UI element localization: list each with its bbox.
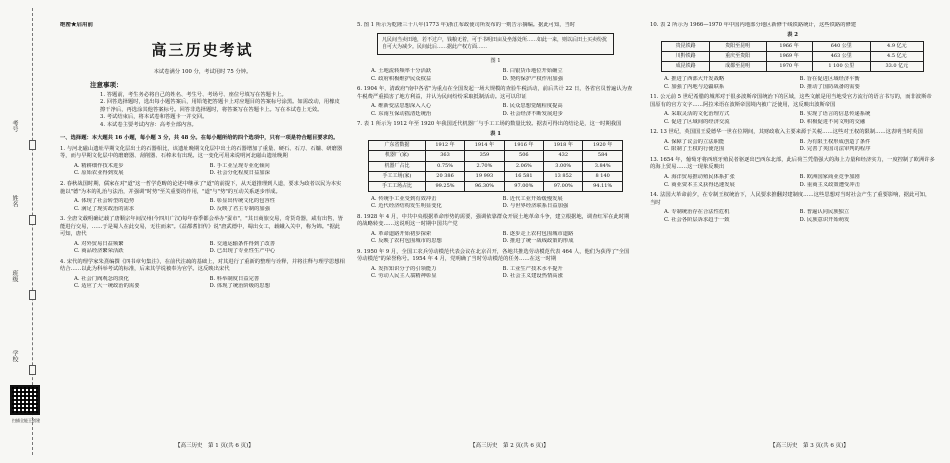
option[interactable]: D. 体现了统治阶级的思想 xyxy=(209,283,270,290)
option[interactable]: D. 已出现了专业性生产中心 xyxy=(209,248,276,255)
table-cell: 8 140 xyxy=(583,171,622,181)
option[interactable]: B. 民众思想觉醒程度提高 xyxy=(502,103,563,110)
table-header-cell: 1916 年 xyxy=(504,141,543,151)
table-2 xyxy=(661,41,923,72)
table-cell: 1970 年 xyxy=(766,62,812,72)
qr-caption: 扫描全能王创建 xyxy=(12,418,40,423)
table-cell: 2.70% xyxy=(465,161,504,171)
option[interactable]: D. 重商主义政策遭受冲击 xyxy=(799,181,860,188)
table-cell: 13 852 xyxy=(544,171,583,181)
option[interactable]: C. 商业资本主义获得迅速发展 xyxy=(664,181,735,188)
option[interactable]: B. 交通运输条件得到了改善 xyxy=(209,240,276,247)
table-cell: 重庆至贵阳 xyxy=(709,52,766,62)
secret-label: 绝密★启用前 xyxy=(60,22,94,28)
question-options xyxy=(650,139,935,154)
option[interactable]: B. 旨在促进区域经济平衡 xyxy=(799,76,860,83)
table-cell: 1966 年 xyxy=(766,42,812,52)
notice-list xyxy=(60,92,345,130)
question-options xyxy=(357,103,634,118)
question-stem: 3. 全唐文载明确记载了唐顺宗年间汉州(今四川广汉)每年春季都会举办"蚕市"，"其日商旅交易，奇货奇器，咸有出售，皆能进行交易，……于是蜀人在此交易，无往而来"。《益都耆旧传》说"唐武德中，蜀出女工，载蛾入关中，称为锦。"据此可知，唐代 xyxy=(60,216,344,238)
option[interactable]: B. 为有限王权形成创造了条件 xyxy=(799,138,871,145)
question-stem: 6. 1904 年，清政府"南中各省"为重点在全国发起一场大规模的查验牛税活动，前后共计 22 日，各省官员普遍认为查牛税费严重损害了地方利益，并认为民间纷纷采取抵制活动。这可以印证 xyxy=(357,86,633,100)
table-cell: 432 xyxy=(544,151,583,161)
question-options xyxy=(60,241,345,256)
option[interactable]: A. 土地流转频率十分活跃 xyxy=(371,68,432,75)
qr-code xyxy=(10,385,40,415)
option[interactable]: D. 积极促进不同文明的交融 xyxy=(799,118,866,125)
notice-item: 2. 回答选择题时，选出每小题答案后，用铅笔把答题卡上对应题目的答案标号涂黑。如需改动，用橡皮擦干净后，再选涂其他答案标号。回答非选择题时，将答案写在答题卡上。写在本试卷上无效。 xyxy=(100,99,340,113)
notice-item: 3. 考试结束后，将本试卷和答题卡一并交回。 xyxy=(100,114,208,121)
page-3-column xyxy=(650,22,935,442)
question-stem: 4. 宋代的理学家朱熹编撰《四书章句集注》，在前代注疏的基础上，对其进行了重新的整理与诠释，并将注释与理学思想相结合……以此为科举考试的标准，后来其学说被奉为官学。这反映出宋代 xyxy=(60,258,345,273)
table-header-cell: 1920 年 xyxy=(583,141,622,151)
option[interactable]: D. 推动了国防战备的需要 xyxy=(799,83,860,90)
table-row xyxy=(369,161,623,171)
page-footer: 【高三历史 第 2 页(共 6 页)】 xyxy=(470,443,549,450)
table-cell: 363 xyxy=(425,151,464,161)
binding-marker xyxy=(29,215,36,225)
option[interactable]: D. 推进了统一战线政策的形成 xyxy=(502,238,574,245)
binding-marker xyxy=(29,365,36,375)
table-cell: 手工工场(家) xyxy=(369,171,426,181)
option[interactable]: D. 完善了英国司法审判的程序 xyxy=(799,146,871,153)
table-cell: 成昆铁路 xyxy=(662,62,709,72)
table-row xyxy=(662,62,923,72)
table-cell: 19 993 xyxy=(465,171,504,181)
question-options xyxy=(650,111,935,126)
option[interactable]: D. 社会主义建设热情高涨 xyxy=(502,273,563,280)
option[interactable]: D. 民族意识开始萌发 xyxy=(799,216,850,223)
binding-label-exam-no: 考号 xyxy=(11,120,18,132)
figure-1-text: 凡民间当卖田地，若不过户，钱粮无着，可于书明田亩及坐落处所……如此一来，则以后田土买卖纷扰自可大为减少。民间此后……据此产权方面…… xyxy=(382,36,608,50)
question-list xyxy=(60,146,345,291)
option[interactable]: A. 专制统治存在合法性危机 xyxy=(664,209,730,216)
table-row xyxy=(662,52,923,62)
option[interactable]: C. 近代经济结构发生明显变化 xyxy=(371,203,442,210)
table-1-caption: 表 1 xyxy=(490,130,501,137)
question-options xyxy=(357,266,634,281)
question-stem: 8. 1928 年 4 月，中共中央根据革命形势的需要，强调依靠群众开展土地革命斗争，建立根据地，调查红军在此时期的战略转变……这说明这一时期中国共产党 xyxy=(357,213,630,228)
table-cell: 贵昆铁路 xyxy=(662,42,709,52)
table-cell: 97.00% xyxy=(504,181,543,191)
option[interactable]: B. 白银货币地位开始确立 xyxy=(502,68,563,75)
question-options xyxy=(357,231,634,246)
table-header-row xyxy=(369,141,623,151)
option[interactable]: C. 促进了区域间的经济交流 xyxy=(664,118,730,125)
question-list xyxy=(650,94,935,224)
table-header-cell: 1914 年 xyxy=(465,141,504,151)
option[interactable]: A. 传统手工业受到有效冲击 xyxy=(371,195,437,202)
option[interactable]: A. 社会门阀观念的淡化 xyxy=(74,275,129,282)
figure-1-caption: 图 1 xyxy=(490,57,501,64)
option[interactable]: C. 适应了大一统政治的需要 xyxy=(74,283,140,290)
table-row xyxy=(369,181,623,191)
option[interactable]: B. 工业生产技术水平提升 xyxy=(502,265,563,272)
option[interactable]: A. 保障了议会的立法职能 xyxy=(664,138,725,145)
question-stem: 10. 表 2 所示为 1966—1970 年中国内地部分地区新修干线铁路统计，这些铁路的修建 xyxy=(650,22,857,28)
binding-marker xyxy=(29,290,36,300)
option[interactable]: B. 手工业呈现专业化倾向 xyxy=(209,162,270,169)
table-cell: 463 公里 xyxy=(812,52,870,62)
question-options xyxy=(650,174,935,189)
table-cell: 手工工场占比 xyxy=(369,181,426,191)
table-cell: 33.0 亿元 xyxy=(871,62,924,72)
option[interactable]: A. 革命道路开始初步探索 xyxy=(371,230,432,237)
option[interactable]: D. 社会分化程度日益加深 xyxy=(209,170,270,177)
option[interactable]: B. 逐步走上农村包围城市道路 xyxy=(502,230,574,237)
option[interactable]: C. 社会各阶层诉求趋于一致 xyxy=(664,216,730,223)
binding-label-school: 学校 xyxy=(11,350,18,362)
exam-meta: 本试卷满分 100 分，考试用时 75 分钟。 xyxy=(153,69,252,76)
option[interactable]: D. 社会经济不断发展进步 xyxy=(502,110,563,117)
binding-marker xyxy=(29,140,36,150)
page-footer: 【高三历史 第 3 页(共 6 页)】 xyxy=(770,443,849,450)
option[interactable]: D. 反映了君主专制的加强 xyxy=(209,205,270,212)
question-stem: 12. 13 世纪，英国国王爱德华一世在位期间，其财政收入主要来源于关税……这些对王权的限制……这表明当时英国 xyxy=(650,129,923,136)
table-cell: 0.75% xyxy=(425,161,464,171)
question-options xyxy=(650,76,935,91)
question-options xyxy=(357,68,634,83)
question-options xyxy=(60,198,345,213)
table-cell: 川黔铁路 xyxy=(662,52,709,62)
option[interactable]: B. 近代工业开始缓慢发展 xyxy=(502,195,563,202)
figure-1-box xyxy=(377,33,614,55)
question-options xyxy=(357,196,634,211)
option[interactable]: C. 限制了王权的行使范围 xyxy=(664,146,725,153)
table-cell: 成都至昆明 xyxy=(709,62,766,72)
table-cell: 20 386 xyxy=(425,171,464,181)
binding-label-name: 姓名 xyxy=(11,195,18,207)
table-cell: 1 100 公里 xyxy=(812,62,870,72)
option[interactable]: A. 推进了西部大开发战略 xyxy=(664,76,725,83)
page-2-column xyxy=(357,22,634,442)
table-cell: 贵阳至昆明 xyxy=(709,42,766,52)
question-options xyxy=(60,276,345,291)
table-cell: 96.30% xyxy=(465,181,504,191)
question-stem: 1. 与河北磁山遗址早期文化层出土的石器相比，该遗址晚期文化层中出土的石器增加了重量、硬石、石刀、石镰、研磨器等，而与早期文化层中的磨磨器、刮削器、石棒未有出现。这一变化可用来说明河北磁山遗址晚期 xyxy=(60,145,343,160)
option[interactable]: B. 彰显出传统文化的包容性 xyxy=(209,198,276,205)
option[interactable]: A. 精耕细作技术进步 xyxy=(74,162,124,169)
option[interactable]: C. 商品经济繁荣活跃 xyxy=(74,248,124,255)
page-footer: 【高三历史 第 1 页(共 6 页)】 xyxy=(175,443,254,450)
option[interactable]: C. 原始农业得到发展 xyxy=(74,170,124,177)
question-stem: 7. 表 1 所示为 1912 年至 1920 年我国近代机器厂与手工工场的数量比较。据表可得出的结论是，这一时期我国 xyxy=(357,121,622,128)
table-cell: 99.25% xyxy=(425,181,464,191)
section-heading: 一、选择题：本大题共 16 小题，每小题 3 分，共 48 分。在每小题所给的四个选项中，只有一项是符合题目要求的。 xyxy=(60,135,339,142)
table-cell: 机器厂(家) xyxy=(369,151,426,161)
option[interactable]: A. 维新变法思想深入人心 xyxy=(371,103,432,110)
option[interactable]: B. 实现了语言的信息传递系统 xyxy=(799,111,871,118)
question-stem: 5. 图 1 所示为乾隆三十八年(1773 年)浙江布政使司所发布的一则告示摘编。据此可知，当时 xyxy=(357,22,576,28)
table-row xyxy=(369,171,623,181)
table-cell: 4.5 亿元 xyxy=(871,52,924,62)
option[interactable]: C. 东南互保动摇清廷统治 xyxy=(371,110,432,117)
table-row xyxy=(662,42,923,52)
table-cell: 4.9 亿元 xyxy=(871,42,924,52)
option[interactable]: D. 契约保护产权作用加强 xyxy=(502,75,563,82)
page-1-column xyxy=(60,22,345,442)
option[interactable]: C. 政府积极维护民众权益 xyxy=(371,75,432,82)
table-header-cell: 1912 年 xyxy=(425,141,464,151)
table-cell: 16 581 xyxy=(504,171,543,181)
table-cell: 3.84% xyxy=(583,161,622,171)
page-title: 高三历史考试 xyxy=(151,40,254,59)
option[interactable]: B. 欧洲国家商业竞争加剧 xyxy=(799,173,860,180)
question-options xyxy=(60,163,345,178)
option[interactable]: D. 与世界经济联系日益加强 xyxy=(502,203,569,210)
option[interactable]: A. 发挥知识分子的引领能力 xyxy=(371,265,437,272)
notice-item: 4. 本试卷主要考试内容：高考全部内容。 xyxy=(100,121,197,128)
table-cell: 359 xyxy=(465,151,504,161)
table-cell: 2.06% xyxy=(504,161,543,171)
option[interactable]: B. 科举制度日益完善 xyxy=(209,275,260,282)
question-stem: 14. 法国大革命前夕，在专制王权统治下，人民要求推翻封建制度……这些思想对当时社会产生了重要影响，据此可知，当时 xyxy=(650,192,931,206)
question-options xyxy=(650,209,935,224)
notice-heading: 注意事项： xyxy=(90,80,123,89)
table-cell: 97.00% xyxy=(544,181,583,191)
table-cell: 640 公里 xyxy=(812,42,870,52)
notice-item: 1. 答题前，考生务必将自己的姓名、考生号、考场号、座位号填写在答题卡上。 xyxy=(100,91,287,98)
table-2-caption: 表 2 xyxy=(787,31,798,38)
question-stem: 9. 1950 年 9 月，全国工农兵劳动模范代表会议在北京召开，各地共推选劳动模范代表 464 人，他们为获得了"全国劳动模范"的荣誉称号。1954 年 4 月，党明确了当时劳动模范的任务……在这一时期 xyxy=(357,248,630,263)
option[interactable]: A. 采取灵活的文化治理方式 xyxy=(664,111,730,118)
option[interactable]: C. 满足了现实政治的需求 xyxy=(74,205,135,212)
binding-label-class: 班级 xyxy=(11,270,18,282)
table-header-cell: 广东省数据 xyxy=(369,141,426,151)
table-row xyxy=(369,151,623,161)
table-cell: 机器厂占比 xyxy=(369,161,426,171)
option[interactable]: A. 对外贸易日益频繁 xyxy=(74,240,124,247)
option[interactable]: B. 普遍认同民族独立 xyxy=(799,209,850,216)
question-stem: 11. 公元前 5 世纪希腊的城邦对于很多波斯帝国统治下的区域，这些文献是用当地受官方流行的语言书写的，而非波斯帝国原有的官方文字……阿拉米语在波斯帝国境内被广泛使用，这反映出波斯帝国 xyxy=(650,94,932,108)
table-header-cell: 1918 年 xyxy=(544,141,583,151)
table-cell: 506 xyxy=(504,151,543,161)
option[interactable]: A. 海洋贸易推动殖民体系扩张 xyxy=(664,173,735,180)
option[interactable]: C. 加强了内地与边疆联系 xyxy=(664,83,725,90)
table-cell: 1969 年 xyxy=(766,52,812,62)
question-stem: 2. 春秋战国时期，儒家在对"道"这一哲学范畴的论述中继承了"道"的前提下，从天道推理到人道，要求为政者以民为本实施以"德"为本的礼治与法治，并强调"时势"至关重要的作用，"道"与"势"的互动关系逐步形成。 xyxy=(60,180,342,195)
option[interactable]: A. 体现了社会转型的趋势 xyxy=(74,198,135,205)
table-cell: 3.00% xyxy=(544,161,583,171)
option[interactable]: C. 劳动人民主人翁精神彰显 xyxy=(371,273,437,280)
table-cell: 584 xyxy=(583,151,622,161)
table-1 xyxy=(368,140,623,191)
table-cell: 94.11% xyxy=(583,181,622,191)
binding-margin xyxy=(0,0,52,463)
question-stem: 13. 1654 年，葡萄牙将西班牙殖民者驱逐出巴西东北部，此后荷兰凭借强大的海上力量和经济实力，一度控制了欧洲许多的海上贸易……这一现象反映出 xyxy=(650,156,935,171)
option[interactable]: C. 反映了农村包围城市的思想 xyxy=(371,238,442,245)
